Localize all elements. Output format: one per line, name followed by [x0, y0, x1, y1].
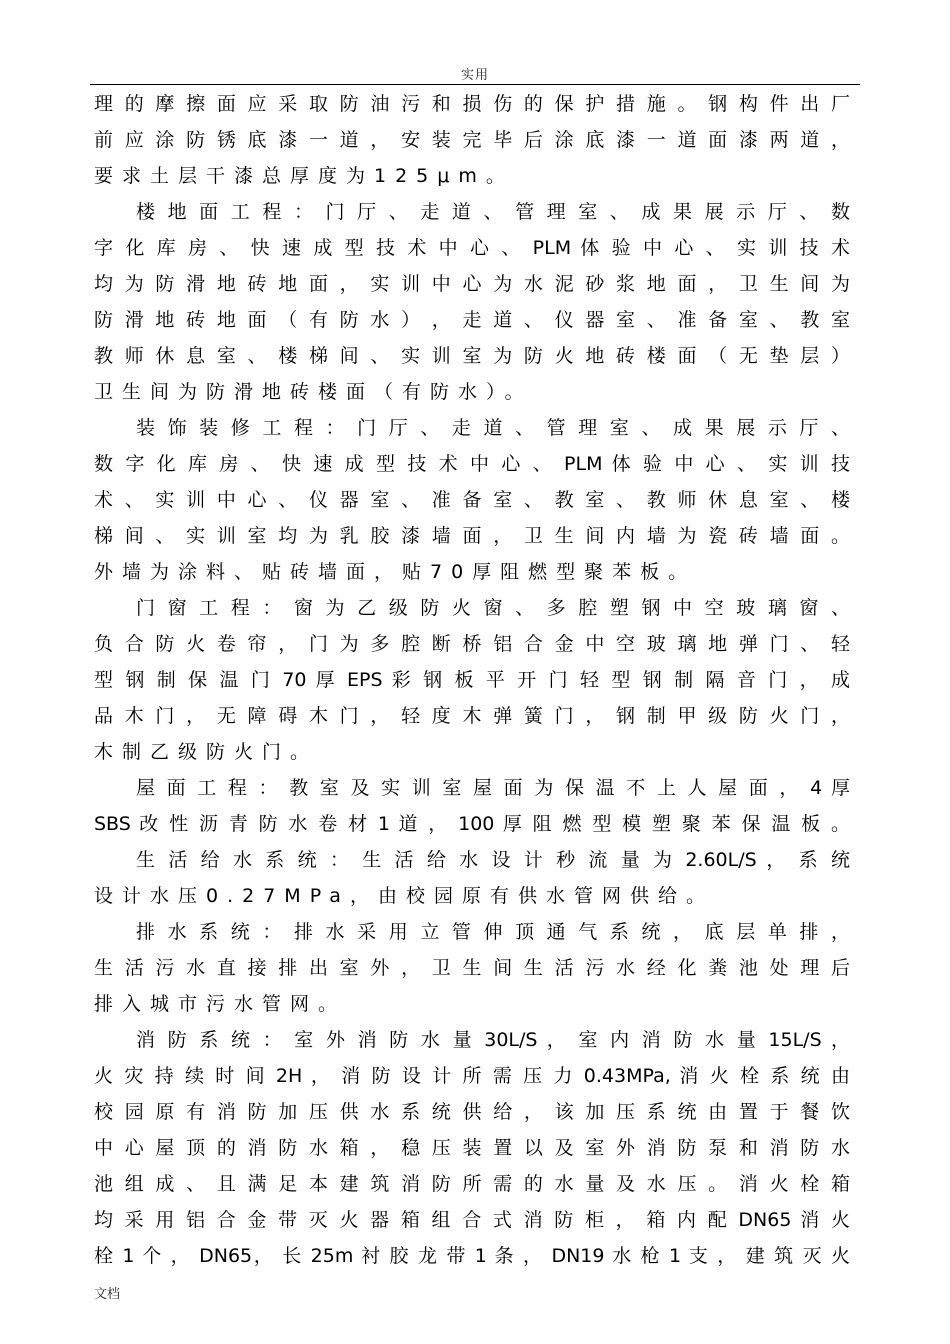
text-line: 排 水 系 统 ： 排 水 采 用 立 管 伸 顶 通 气 系 统 ， 底 层 单 排 ， — [136, 921, 850, 943]
text-line: 门 窗 工 程 ： 窗 为 乙 级 防 火 窗 、 多 腔 塑 钢 中 空 玻 璃 窗 、 — [136, 597, 850, 619]
text-line: 负 合 防 火 卷 帘 ， 门 为 多 腔 断 桥 铝 合 金 中 空 玻 璃 地 弹 门 、 轻 — [94, 633, 850, 655]
page-header: 实用 — [460, 68, 489, 83]
text-line: 设计水压0.27MPa，由校园原有供水管网供给。 — [94, 885, 714, 907]
text-line: 排入城市污水管网。 — [94, 993, 347, 1015]
text-line: 梯 间 、 实 训 室 均 为 乳 胶 漆 墙 面 ， 卫 生 间 内 墙 为 瓷 砖 墙 面 。 — [94, 525, 850, 547]
text-line: 品 木 门 ， 无 障 碍 木 门 ， 轻 度 木 弹 簧 门 ， 钢 制 甲 级 防 火 门 ， — [94, 705, 850, 727]
text-line: 消 防 系 统 ： 室 外 消 防 水 量 30L/S ， 室 内 消 防 水 量 15L/S ， — [136, 1029, 850, 1051]
text-line: 木制乙级防火门。 — [94, 741, 319, 763]
text-line: SBS 改 性 沥 青 防 水 卷 材 1 道 ， 100 厚 阻 燃 型 模 塑 聚 苯 保 温 板 。 — [94, 813, 850, 835]
page-footer: 文档 — [94, 1287, 121, 1302]
text-line: 均 采 用 铝 合 金 带 灭 火 器 箱 组 合 式 消 防 柜 ， 箱 内 配 DN65 消 火 — [94, 1209, 850, 1231]
text-line: 防 滑 地 砖 地 面 （ 有 防 水 ） ， 走 道 、 仪 器 室 、 准 备 室 、 教 室 — [94, 309, 850, 331]
text-line: 装 饰 装 修 工 程 ： 门 厅 、 走 道 、 管 理 室 、 成 果 展 示 厅 、 — [136, 417, 850, 439]
text-line: 屋 面 工 程 ： 教 室 及 实 训 室 屋 面 为 保 温 不 上 人 屋 面 ， 4 厚 — [136, 777, 850, 799]
text-line: 前 应 涂 防 锈 底 漆 一 道 ， 安 装 完 毕 后 涂 底 漆 一 道 面 漆 两 道 ， — [94, 129, 850, 151]
text-line: 字 化 库 房 、 快 速 成 型 技 术 中 心 、 PLM 体 验 中 心 、 实 训 技 术 — [94, 237, 850, 259]
text-line: 校 园 原 有 消 防 加 压 供 水 系 统 供 给 ， 该 加 压 系 统 由 置 于 餐 饮 — [94, 1101, 850, 1123]
text-line: 栓 1 个 ， DN65， 长 25m 衬 胶 龙 带 1 条 ， DN19 水 枪 1 支 ， 建 筑 灭 火 — [94, 1245, 850, 1267]
text-line: 生 活 污 水 直 接 排 出 室 外 ， 卫 生 间 生 活 污 水 经 化 粪 池 处 理 后 — [94, 957, 850, 979]
text-line: 中 心 屋 顶 的 消 防 水 箱 ， 稳 压 装 置 以 及 室 外 消 防 泵 和 消 防 水 — [94, 1137, 850, 1159]
text-line: 均 为 防 滑 地 砖 地 面 ， 实 训 中 心 为 水 泥 砂 浆 地 面 ， 卫 生 间 为 — [94, 273, 850, 295]
text-line: 卫生间为防滑地砖楼面（有防水）。 — [94, 381, 533, 403]
text-line: 生 活 给 水 系 统 ： 生 活 给 水 设 计 秒 流 量 为 2.60L/S ， 系 统 — [136, 849, 850, 871]
text-line: 外墙为涂料、贴砖墙面，贴70厚阻燃型聚苯板。 — [94, 561, 697, 583]
text-line: 池 组 成 、 且 满 足 本 建 筑 消 防 所 需 的 水 量 及 水 压 。 消 火 栓 箱 — [94, 1173, 850, 1195]
text-line: 教 师 休 息 室 、 楼 梯 间 、 实 训 室 为 防 火 地 砖 楼 面 （ 无 垫 层 ） — [94, 345, 850, 367]
text-line: 要求土层干漆总厚度为125μm。 — [94, 165, 514, 187]
text-line: 楼 地 面 工 程 ： 门 厅 、 走 道 、 管 理 室 、 成 果 展 示 厅 、 数 — [136, 201, 850, 223]
text-line: 术 、 实 训 中 心 、 仪 器 室 、 准 备 室 、 教 室 、 教 师 休 息 室 、 楼 — [94, 489, 850, 511]
header-rule — [90, 84, 860, 85]
document-body — [94, 86, 850, 1274]
text-line: 火 灾 持 续 时 间 2H ， 消 防 设 计 所 需 压 力 0.43MPa, 消 火 栓 系 统 由 — [94, 1065, 850, 1087]
text-line: 数 字 化 库 房 、 快 速 成 型 技 术 中 心 、 PLM 体 验 中 心 、 实 训 技 — [94, 453, 850, 475]
text-line: 理 的 摩 擦 面 应 采 取 防 油 污 和 损 伤 的 保 护 措 施 。 钢 构 件 出 厂 — [94, 93, 850, 115]
text-line: 型 钢 制 保 温 门 70 厚 EPS 彩 钢 板 平 开 门 轻 型 钢 制 隔 音 门 ， 成 — [94, 669, 850, 691]
